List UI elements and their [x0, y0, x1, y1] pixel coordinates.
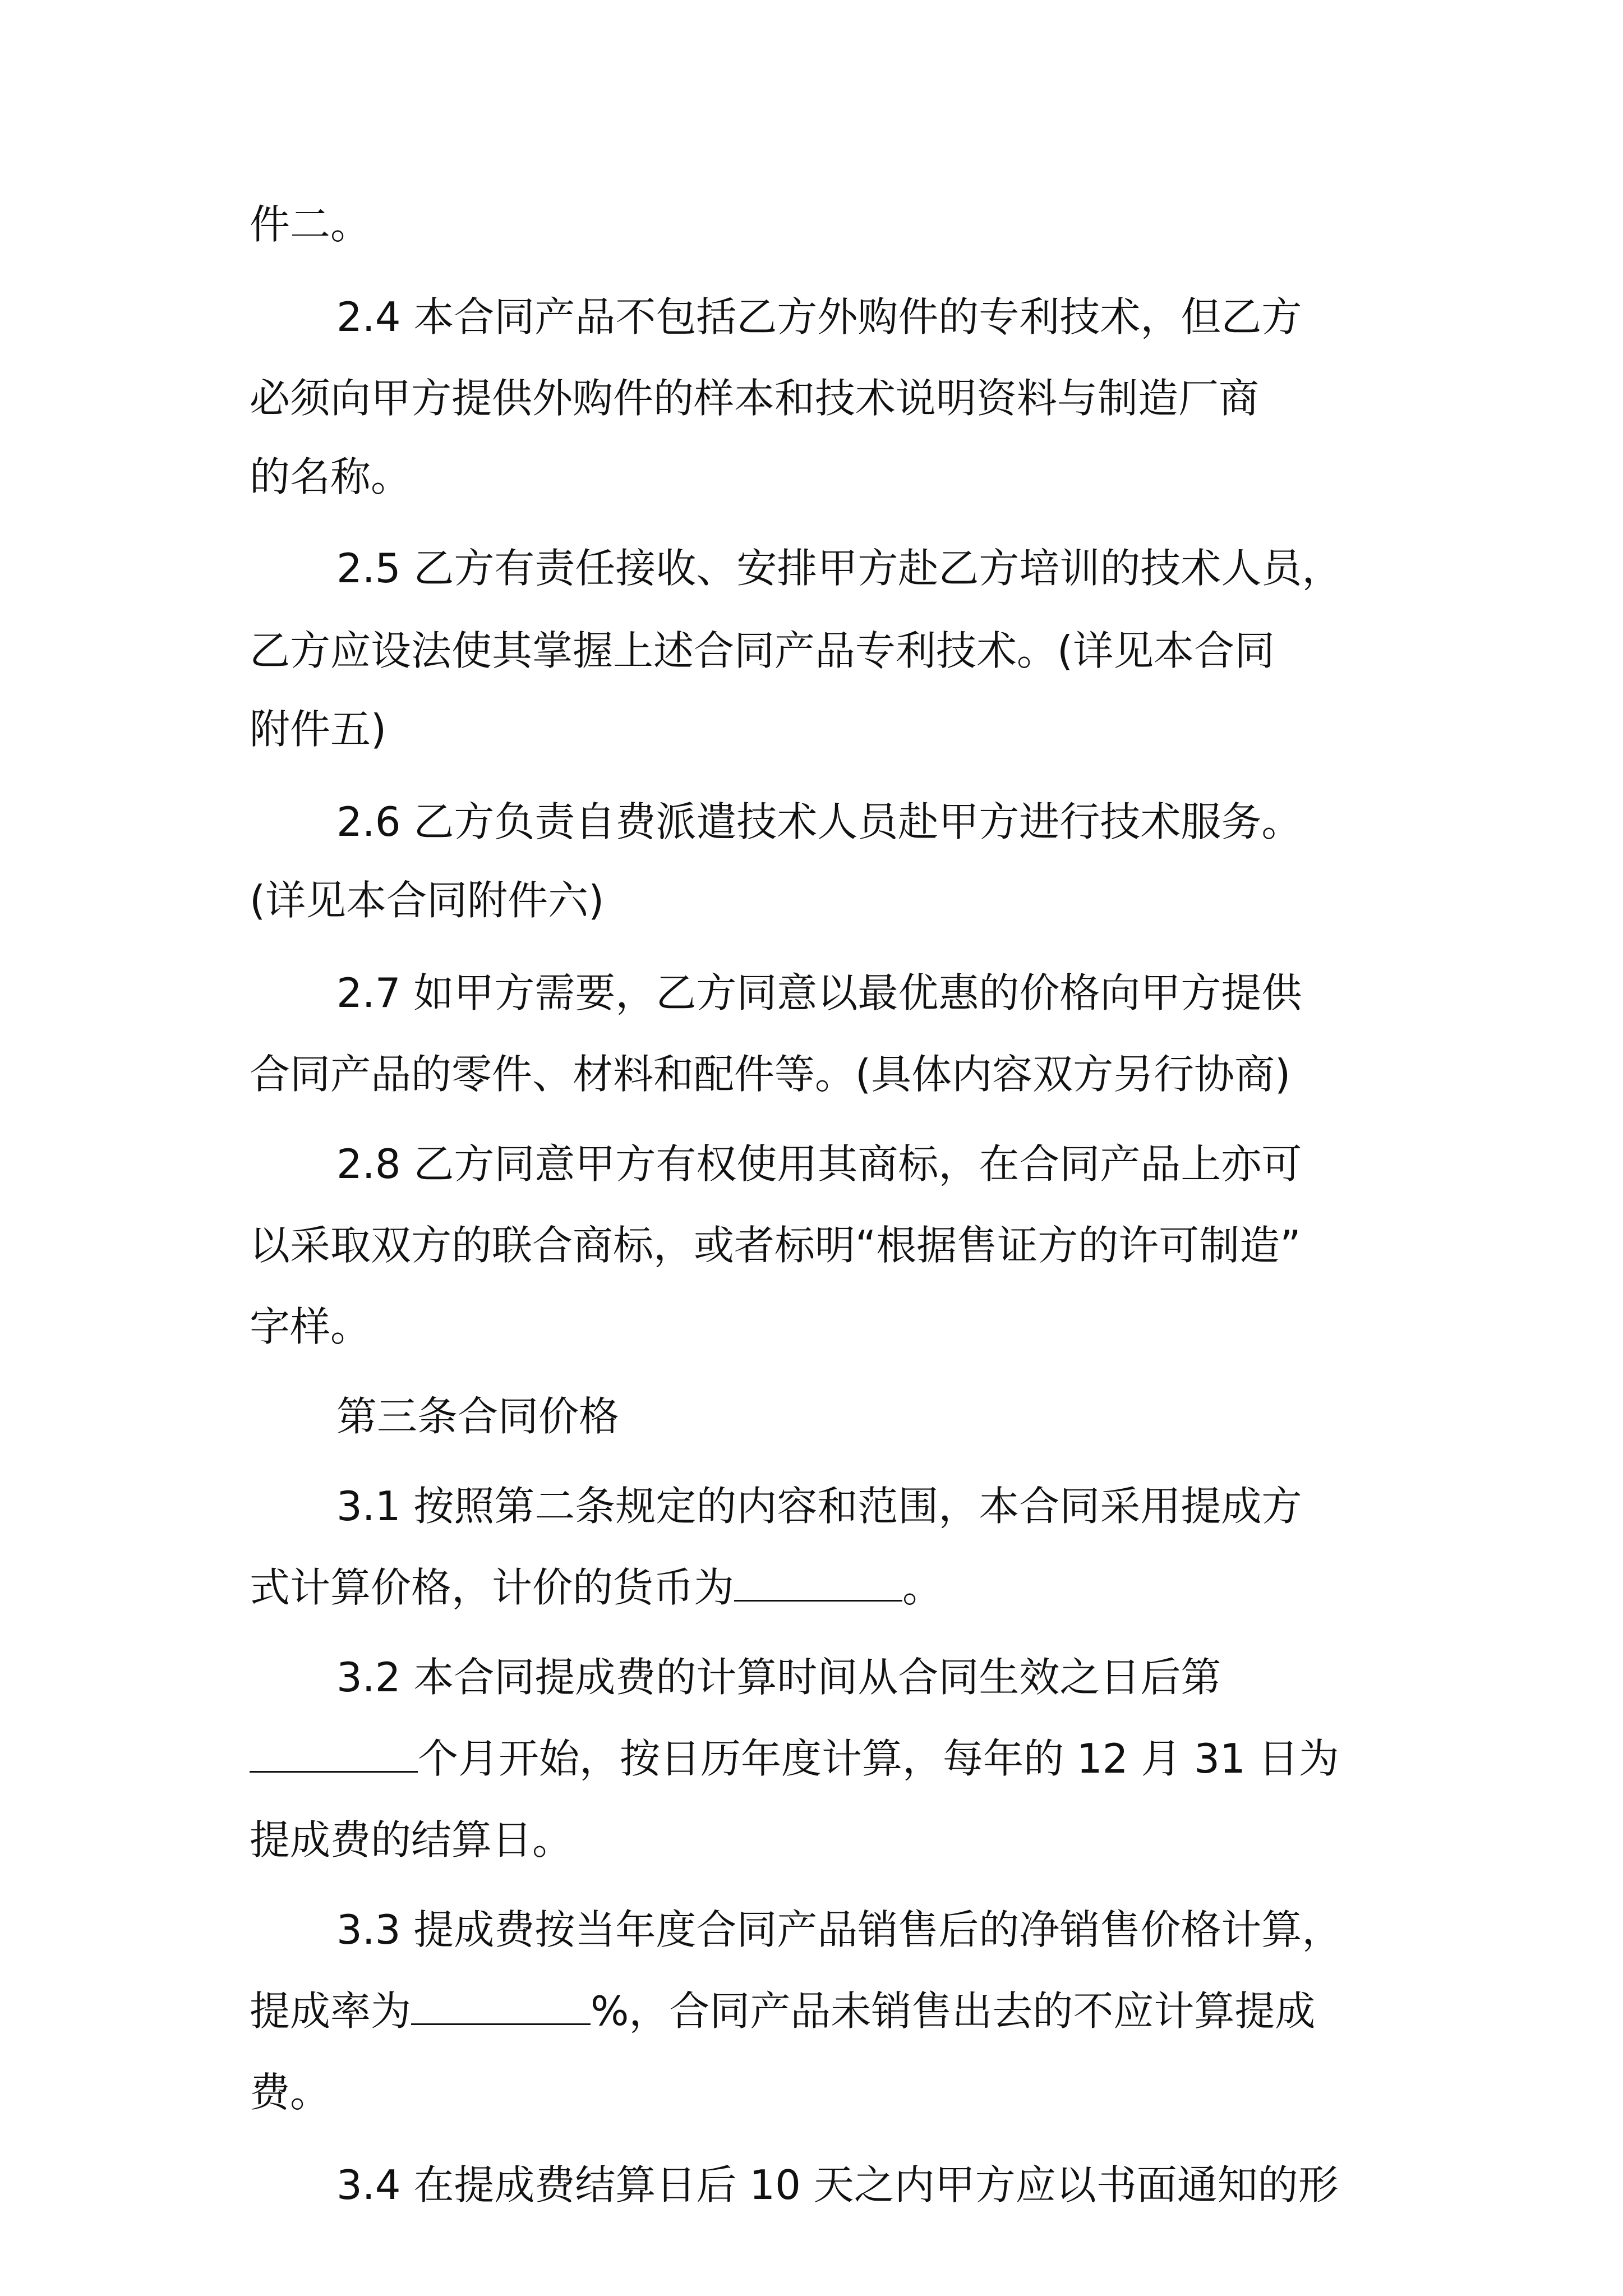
- fill-in-blank: [250, 1735, 418, 1773]
- text-line: 乙方应设法使其掌握上述合同产品专利技术。(详见本合同: [250, 627, 1275, 674]
- text-line-with-blank: [250, 1728, 1339, 1789]
- text-line: 提成费的结算日。: [250, 1816, 573, 1864]
- fill-in-blank: [734, 1564, 902, 1602]
- text-line: (详见本合同附件六): [250, 877, 605, 924]
- text-line: 件二。: [250, 201, 371, 248]
- text-line: 以采取双方的联合商标，或者标明“根据售证方的许可制造”: [250, 1222, 1301, 1269]
- text-line: 3.3 提成费按当年度合同产品销售后的净销售价格计算，: [336, 1906, 1343, 1953]
- text-line: 合同产品的零件、材料和配件等。(具体内容双方另行协商): [250, 1051, 1291, 1098]
- text-line-with-blank: [250, 1980, 1315, 2042]
- text-line: 2.5 乙方有责任接收、安排甲方赴乙方培训的技术人员，: [336, 545, 1343, 592]
- text-line-with-blank: [250, 1557, 943, 1618]
- text-line: 费。: [250, 2069, 331, 2116]
- text-line: 2.8 乙方同意甲方有权使用其商标，在合同产品上亦可: [336, 1140, 1302, 1188]
- text-segment: 。: [902, 1564, 943, 1611]
- text-line: 2.7 如甲方需要，乙方同意以最优惠的价格向甲方提供: [336, 969, 1302, 1016]
- text-segment: 式计算价格，计价的货币为: [250, 1564, 735, 1611]
- text-line: 2.4 本合同产品不包括乙方外购件的专利技术，但乙方: [336, 293, 1302, 341]
- fill-in-blank: [411, 1987, 591, 2025]
- text-line: 附件五): [250, 706, 387, 753]
- text-line: 必须向甲方提供外购件的样本和技术说明资料与制造厂商: [250, 375, 1260, 422]
- text-segment: 提成率为: [250, 1987, 412, 2035]
- text-line: 3.4 在提成费结算日后 10 天之内甲方应以书面通知的形: [336, 2161, 1339, 2208]
- text-line: 3.1 按照第二条规定的内容和范围，本合同采用提成方: [336, 1483, 1302, 1530]
- text-line: 2.6 乙方负责自费派遣技术人员赴甲方进行技术服务。: [336, 798, 1302, 845]
- text-segment: %，合同产品未销售出去的不应计算提成: [591, 1987, 1316, 2035]
- section-heading: 第三条合同价格: [336, 1393, 620, 1440]
- text-segment: 个月开始，按日历年度计算，每年的 12 月 31 日为: [418, 1735, 1339, 1782]
- text-line: 的名称。: [250, 453, 412, 500]
- text-line: 3.2 本合同提成费的计算时间从合同生效之日后第: [336, 1654, 1221, 1701]
- text-line: 字样。: [250, 1303, 371, 1350]
